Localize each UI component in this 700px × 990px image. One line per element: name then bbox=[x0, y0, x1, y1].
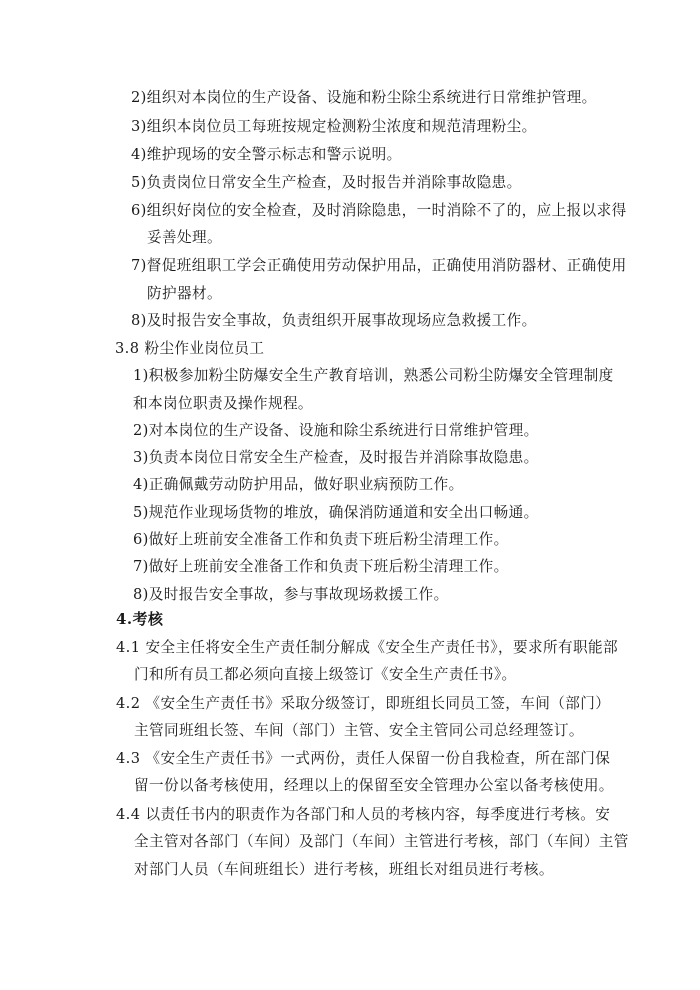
clause-4-2: 4.2 《安全生产责任书》采取分级签订，即班组长同员工签，车间（部门） bbox=[116, 695, 611, 712]
duty-item-6: 6)组织好岗位的安全检查，及时消除隐患，一时消除不了的，应上报以求得 bbox=[131, 202, 627, 219]
clause-4-4-cont-1: 全主管对各部门（车间）及部门（车间）主管进行考核，部门（车间）主管 bbox=[134, 833, 629, 850]
clause-4-1: 4.1 安全主任将安全生产责任制分解成《安全生产责任书》，要求所有职能部 bbox=[116, 639, 618, 656]
duty-item-2: 2)组织对本岗位的生产设备、设施和粉尘除尘系统进行日常维护管理。 bbox=[131, 89, 597, 106]
clause-4-4: 4.4 以责任书内的职责作为各部门和人员的考核内容，每季度进行考核。安 bbox=[116, 806, 611, 823]
clause-4-2-cont: 主管同班组长签、车间（部门）主管、安全主管同公司总经理签订。 bbox=[134, 722, 584, 739]
worker-item-8: 8)及时报告安全事故，参与事故现场救援工作。 bbox=[133, 586, 449, 603]
section-4-title: 4.考核 bbox=[116, 610, 164, 628]
duty-item-7-cont: 防护器材。 bbox=[147, 285, 222, 302]
duty-item-7: 7)督促班组职工学会正确使用劳动保护用品，正确使用消防器材、正确使用 bbox=[131, 257, 627, 274]
clause-4-4-cont-2: 对部门人员（车间班组长）进行考核，班组长对组员进行考核。 bbox=[134, 861, 554, 878]
worker-item-1-cont: 和本岗位职责及操作规程。 bbox=[133, 395, 313, 412]
section-3-8-title: 3.8 粉尘作业岗位员工 bbox=[115, 340, 265, 357]
worker-item-7: 7)做好上班前安全准备工作和负责下班后粉尘清理工作。 bbox=[133, 558, 509, 575]
duty-item-3: 3)组织本岗位员工每班按规定检测粉尘浓度和规范清理粉尘。 bbox=[131, 118, 537, 135]
duty-item-5: 5)负责岗位日常安全生产检查，及时报告并消除事故隐患。 bbox=[131, 174, 522, 191]
duty-item-8: 8)及时报告安全事故，负责组织开展事故现场应急救援工作。 bbox=[131, 312, 537, 329]
clause-4-3: 4.3 《安全生产责任书》一式两份，责任人保留一份自我检查，所在部门保 bbox=[116, 750, 611, 767]
duty-item-6-cont: 妥善处理。 bbox=[147, 229, 222, 246]
duty-item-4: 4)维护现场的安全警示标志和警示说明。 bbox=[131, 146, 402, 163]
clause-4-1-cont: 门和所有员工都必须向直接上级签订《安全生产责任书》。 bbox=[134, 666, 517, 683]
worker-item-5: 5)规范作业现场货物的堆放，确保消防通道和安全出口畅通。 bbox=[133, 504, 539, 521]
worker-item-3: 3)负责本岗位日常安全生产检查，及时报告并消除事故隐患。 bbox=[133, 449, 539, 466]
clause-4-3-cont: 留一份以备考核使用，经理以上的保留至安全管理办公室以备考核使用。 bbox=[134, 777, 614, 794]
worker-item-4: 4)正确佩戴劳动防护用品，做好职业病预防工作。 bbox=[133, 476, 464, 493]
worker-item-2: 2)对本岗位的生产设备、设施和除尘系统进行日常维护管理。 bbox=[133, 422, 539, 439]
worker-item-6: 6)做好上班前安全准备工作和负责下班后粉尘清理工作。 bbox=[133, 531, 509, 548]
worker-item-1: 1)积极参加粉尘防爆安全生产教育培训，熟悉公司粉尘防爆安全管理制度 bbox=[133, 367, 614, 384]
